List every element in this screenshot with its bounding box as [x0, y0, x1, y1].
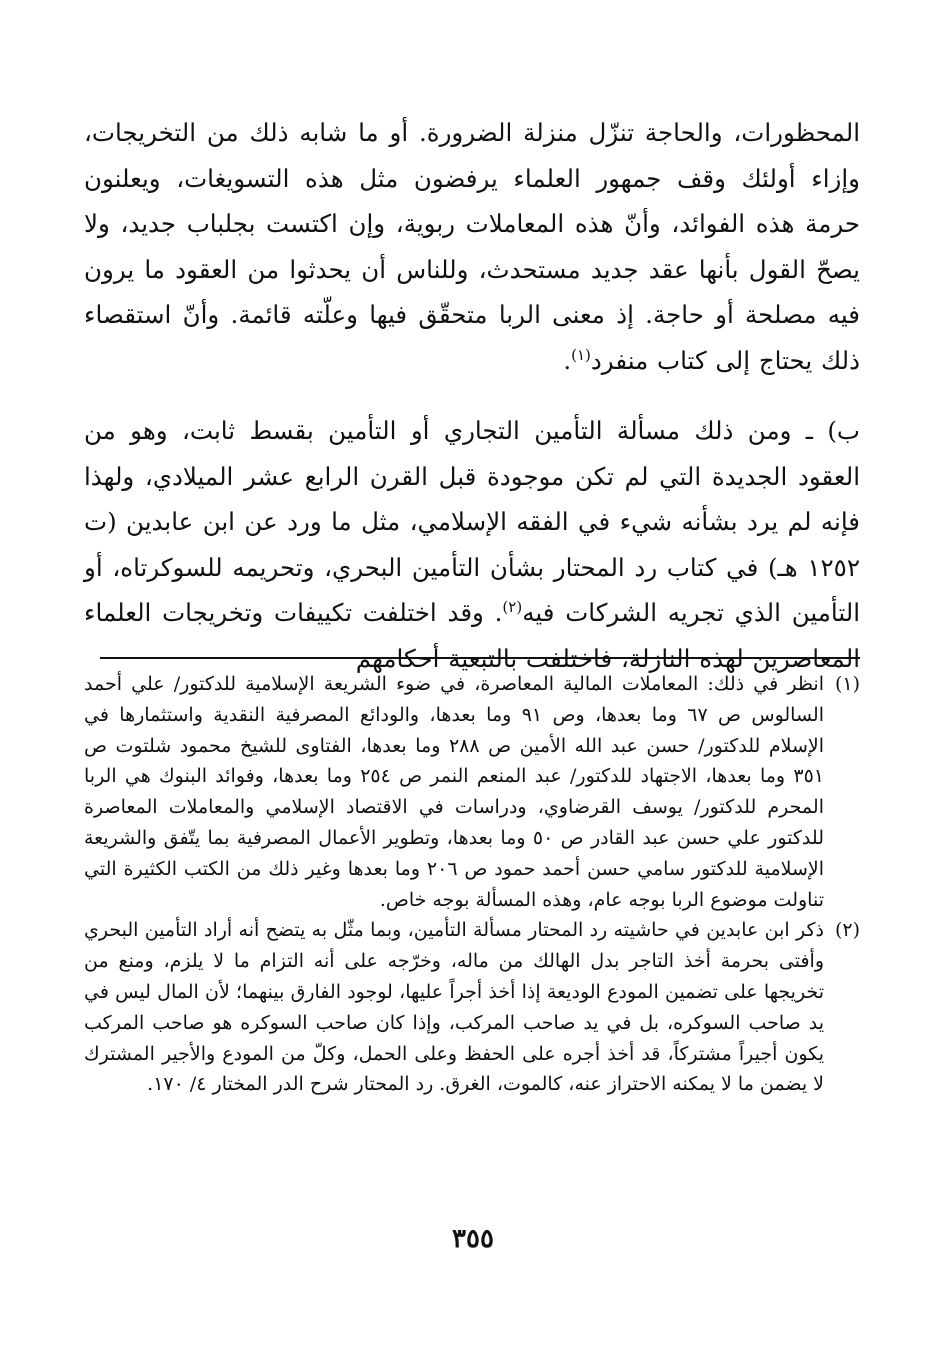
footnote-ref-1: (١) — [571, 345, 591, 364]
footnote-separator — [100, 657, 860, 659]
paragraph-1-end: . — [563, 345, 572, 375]
footnote-ref-2: (٢) — [502, 597, 523, 616]
footnote-number: (٢) — [834, 919, 860, 942]
paragraph-2-end: . وقد اختلفت تكييفات وتخريجات العلماء المعاصرين لهذه النازلة، فاختلفت بالتبعية أحكامهم — [84, 598, 860, 673]
body-paragraph-1 — [84, 110, 860, 383]
paragraph-2-text: ب) ـ ومن ذلك مسألة التأمين التجاري أو التأمين بقسط ثابت، وهو من العقود الجديدة التي لم تكن موجودة قبل القرن الرابع عشر الميلادي، ولهذا فإنه لم يرد بشأنه شيء في الفقه الإسلامي، مثل ما ورد عن ابن عابدين (ت ١٢٥٢ هـ) في كتاب رد المحتار بشأن التأمين البحري، وتحريمه للسوكرتاه، أو التأمين الذي تجريه الشركات فيه — [84, 416, 860, 627]
paragraph-1-text: المحظورات، والحاجة تنزّل منزلة الضرورة. أو ما شابه ذلك من التخريجات، وإزاء أولئك وقف جمهور العلماء يرفضون مثل هذه التسويغات، ويعلنون حرمة هذه الفوائد، وأنّ هذه المعاملات ربوية، وإن اكتست بجلباب جديد، ولا يصحّ القول بأنها عقد جديد مستحدث، وللناس أن يحدثوا من العقود ما يرون فيه مصلحة أو حاجة. إذ معنى الربا متحقّق فيها وعلّته قائمة. وأنّ استقصاء ذلك يحتاج إلى كتاب منفرد — [84, 118, 860, 375]
footnotes-section — [84, 669, 860, 1100]
footnote-text: انظر في ذلك: المعاملات المالية المعاصرة، في ضوء الشريعة الإسلامية للدكتور/ علي أحمد السالوس ص ٦٧ وما بعدها، وص ٩١ وما بعدها، والودائع المصرفية النقدية واستثمارها في الإسلام للدكتور/ حسن عبد الله الأمين ص ٢٨٨ وما بعدها، الفتاوى للشيخ محمود شلتوت ص ٣٥١ وما بعدها، الاجتهاد للدكتور/ عبد المنعم النمر ص ٢٥٤ وما بعدها، وفوائد البنوك هي الربا المحرم للدكتور/ يوسف القرضاوي، ودراسات في الاقتصاد الإسلامي والمعاملات المعاصرة للدكتور علي حسن عبد القادر ص ٥٠ وما بعدها، وتطوير الأعمال المصرفية بما يتّفق والشريعة الإسلامية للدكتور سامي حسن أحمد حمود ص ٢٠٦ وما بعدها وغير ذلك من الكتب الكثيرة التي تناولت موضوع الربا بوجه عام، وهذه المسألة بوجه خاص. — [84, 673, 824, 911]
footnote-number: (١) — [834, 673, 860, 695]
footnote-1 — [84, 669, 860, 915]
page-number: ٣٥٥ — [452, 1224, 494, 1254]
footnote-text: ذكر ابن عابدين في حاشيته رد المحتار مسألة التأمين، وبما مثّل به يتضح أنه أراد التأمين البحري وأفتى بحرمة أخذ التاجر بدل الهالك من ماله، وخرّجه على أنه التزام ما لا يلزم، ومنع من تخريجها على تضمين المودع الوديعة إذا أخذ أجراً عليها، لوجود الفارق بينهما؛ لأن المال ليس في يد صاحب السوكره، بل في يد صاحب المركب، وإذا كان صاحب السوكره هو صاحب المركب يكون أجيراً مشتركاً، قد أخذ أجره على الحفظ وعلى الحمل، وكلّ من المودع والأجير المشترك لا يضمن ما لا يمكنه الاحتراز عنه، كالموت، الغرق. رد المحتار شرح الدر المختار ٤/ ١٧٠. — [84, 919, 824, 1096]
footnote-2 — [84, 915, 860, 1100]
body-paragraph-2 — [84, 408, 860, 681]
